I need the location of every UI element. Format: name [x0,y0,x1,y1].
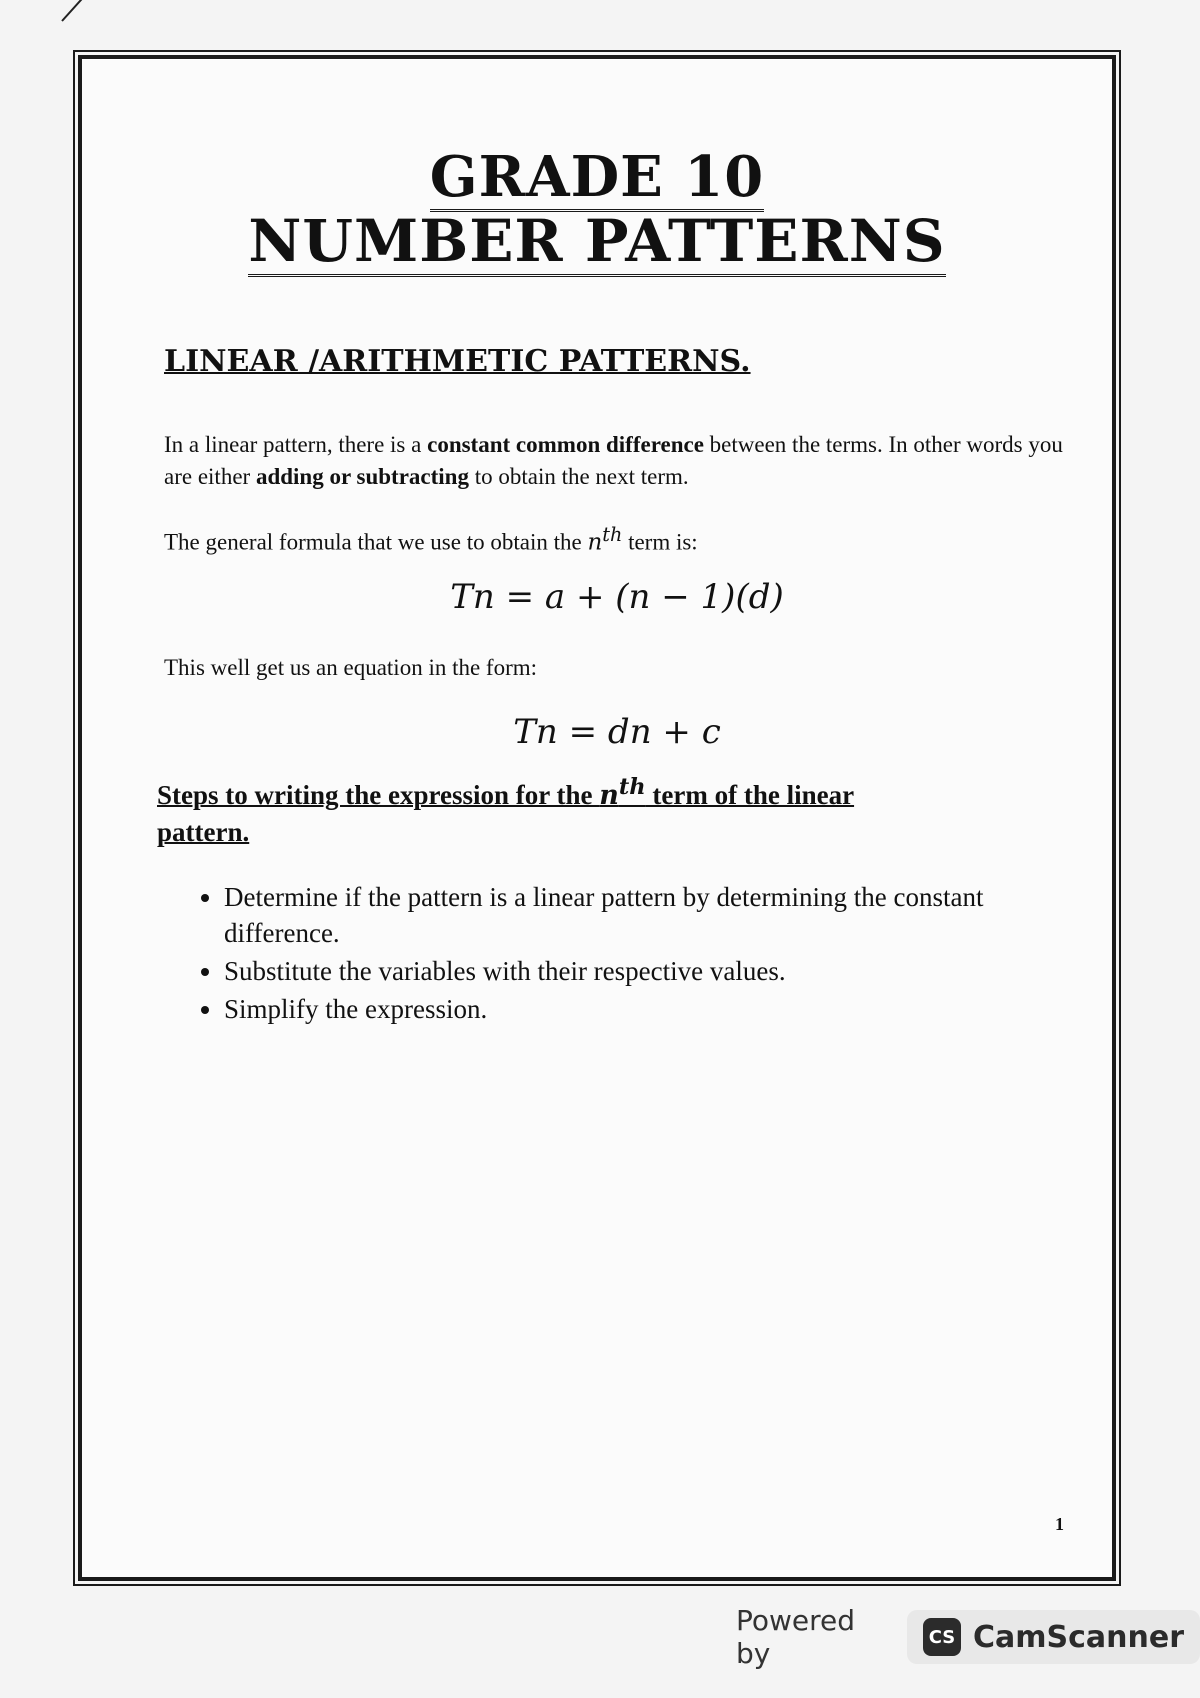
list-item: • Substitute the variables with their respective values. [224,953,1024,989]
equation-form-text: This well get us an equation in the form: [164,655,538,680]
intro-paragraph: In a linear pattern, there is a constant common difference between the terms. In other words you are either adding or subtracting to obtain the next term. [164,432,1063,489]
title-grade: GRADE 10 [429,144,765,210]
list-item: • Determine if the pattern is a linear pattern by determining the constant difference. [224,879,1024,951]
document-page [78,55,1116,1581]
camscanner-badge [907,1610,1200,1664]
powered-by-text: Powered by [736,1604,856,1670]
camscanner-brand: CamScanner [972,1619,1184,1655]
section-heading: LINEAR /ARITHMETIC PATTERNS. [164,344,751,379]
camscanner-watermark [736,1604,1200,1670]
title-topic: NUMBER PATTERNS [248,207,946,275]
formula-intro-text: The general formula that we use to obtain the $n^{th}$ term is: [164,523,698,556]
camscanner-icon: CS [923,1618,961,1656]
pen-mark [61,0,92,22]
general-formula: Tn = a + (n − 1)(d) [450,577,784,617]
form-formula: Tn = dn + c [513,712,721,752]
steps-heading: Steps to writing the expression for the $n^{th}$ term of the linear pattern. [157,774,855,847]
steps-list [192,879,1024,1029]
list-item: • Simplify the expression. [224,991,1024,1027]
page-number: 1 [1055,1514,1064,1534]
